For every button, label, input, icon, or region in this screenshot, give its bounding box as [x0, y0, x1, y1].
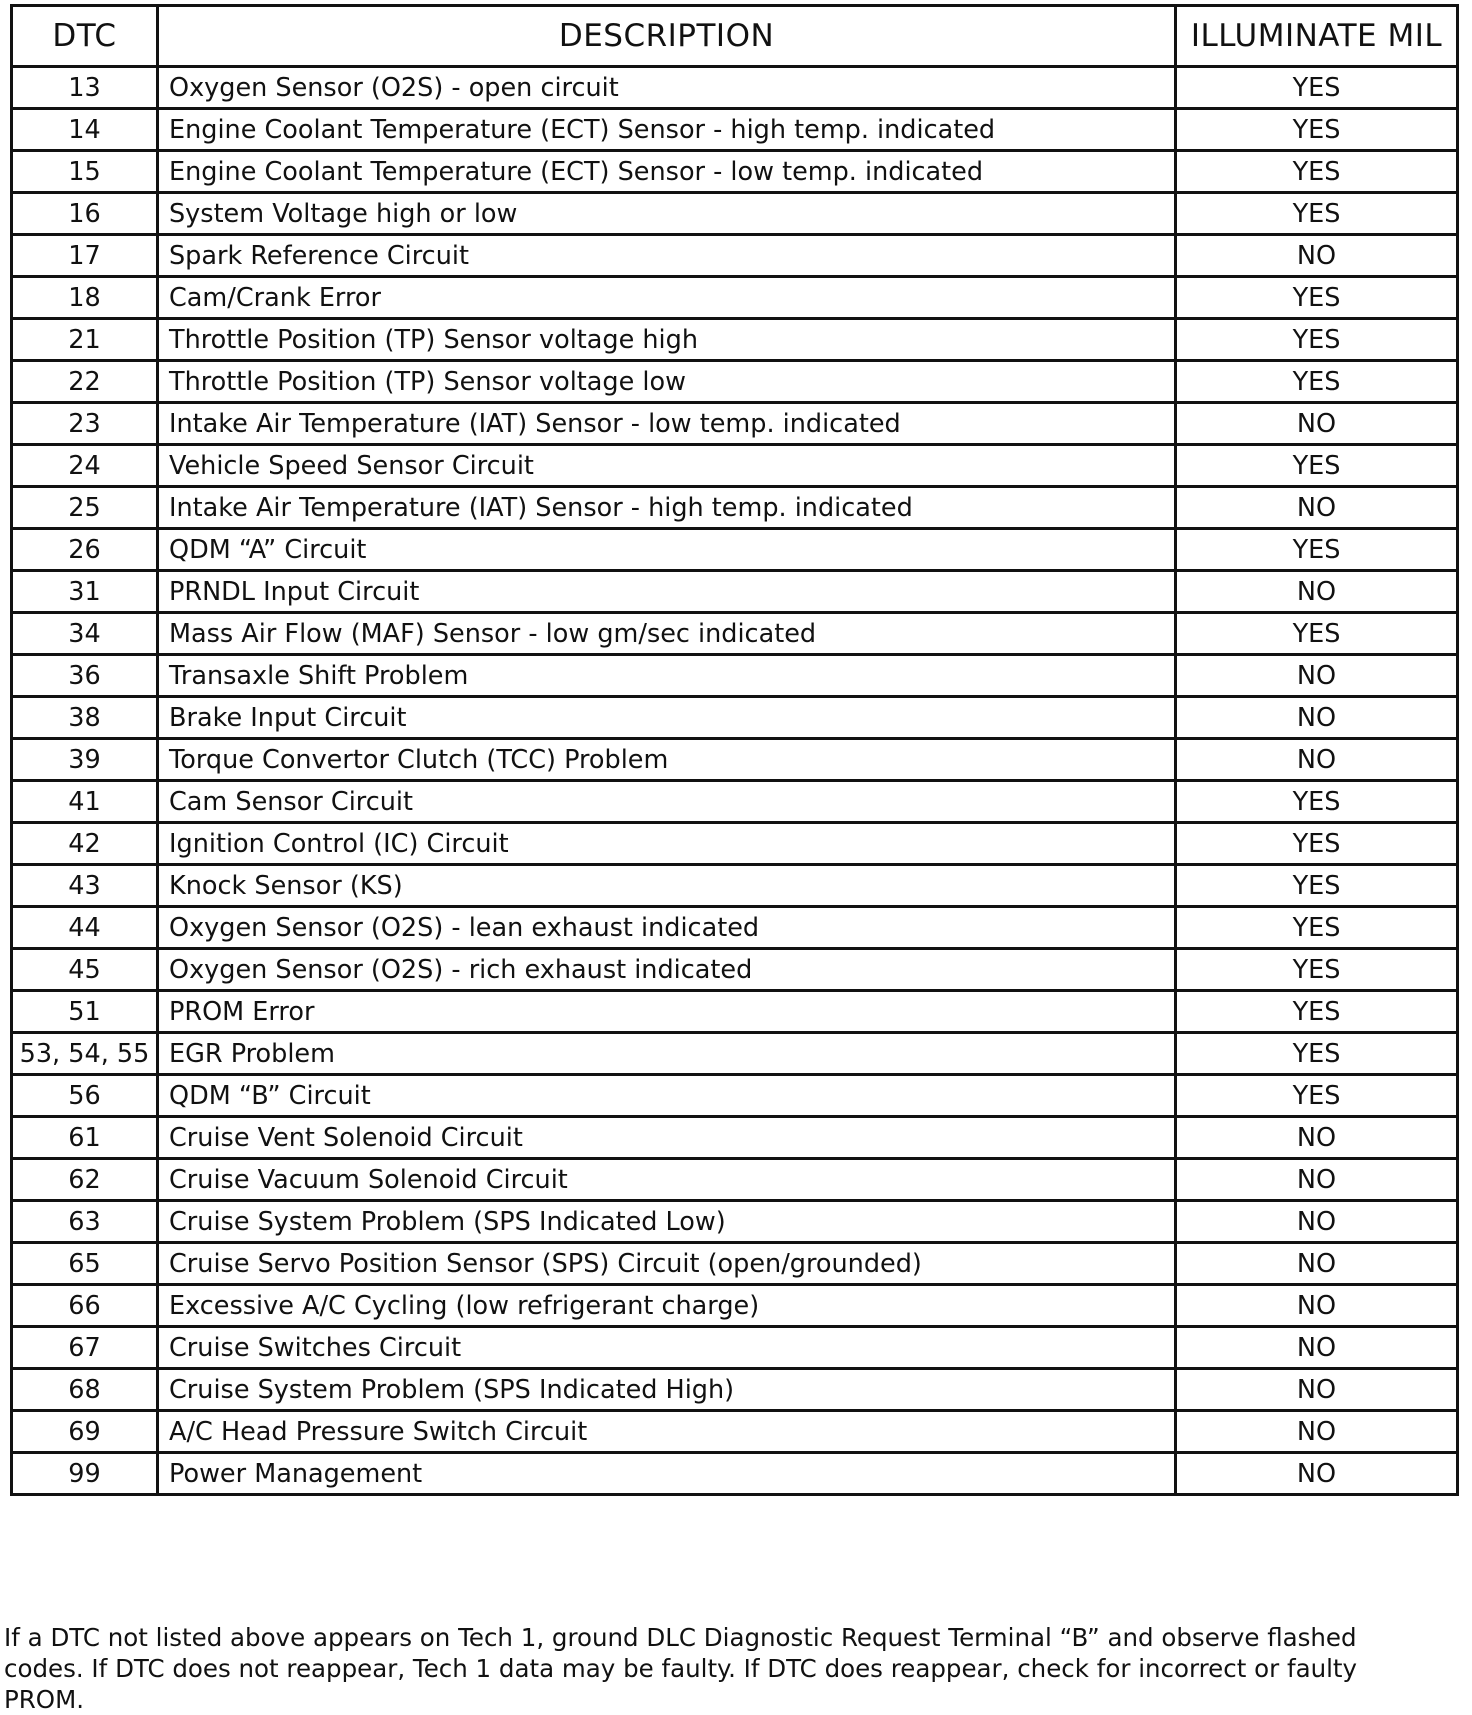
description-cell: Ignition Control (IC) Circuit — [158, 823, 1176, 865]
illuminate-mil-cell: NO — [1176, 1159, 1458, 1201]
table-row — [12, 781, 1458, 823]
dtc-code-cell: 61 — [12, 1117, 158, 1159]
dtc-code-cell: 31 — [12, 571, 158, 613]
footnote-line: PROM. — [4, 1685, 85, 1714]
table-row — [12, 1075, 1458, 1117]
dtc-code-cell: 56 — [12, 1075, 158, 1117]
illuminate-mil-cell: NO — [1176, 1411, 1458, 1453]
table-body — [12, 67, 1458, 1495]
table-row — [12, 109, 1458, 151]
dtc-code-cell: 63 — [12, 1201, 158, 1243]
dtc-code-cell: 62 — [12, 1159, 158, 1201]
table-row — [12, 1285, 1458, 1327]
illuminate-mil-cell: YES — [1176, 907, 1458, 949]
description-cell: Throttle Position (TP) Sensor voltage low — [158, 361, 1176, 403]
illuminate-mil-cell: NO — [1176, 487, 1458, 529]
description-cell: Spark Reference Circuit — [158, 235, 1176, 277]
description-cell: Knock Sensor (KS) — [158, 865, 1176, 907]
description-cell: Cruise Vent Solenoid Circuit — [158, 1117, 1176, 1159]
description-cell: Cruise Vacuum Solenoid Circuit — [158, 1159, 1176, 1201]
description-cell: Power Management — [158, 1453, 1176, 1495]
table-row — [12, 319, 1458, 361]
table-row — [12, 277, 1458, 319]
dtc-code-cell: 25 — [12, 487, 158, 529]
dtc-code-cell: 67 — [12, 1327, 158, 1369]
illuminate-mil-cell: YES — [1176, 67, 1458, 109]
illuminate-mil-cell: YES — [1176, 949, 1458, 991]
dtc-code-cell: 44 — [12, 907, 158, 949]
illuminate-mil-cell: YES — [1176, 613, 1458, 655]
description-cell: Cam Sensor Circuit — [158, 781, 1176, 823]
description-cell: QDM “A” Circuit — [158, 529, 1176, 571]
table-row — [12, 193, 1458, 235]
dtc-code-cell: 16 — [12, 193, 158, 235]
description-cell: System Voltage high or low — [158, 193, 1176, 235]
description-cell: Torque Convertor Clutch (TCC) Problem — [158, 739, 1176, 781]
description-cell: Cruise System Problem (SPS Indicated Low) — [158, 1201, 1176, 1243]
dtc-code-cell: 99 — [12, 1453, 158, 1495]
illuminate-mil-cell: NO — [1176, 1327, 1458, 1369]
illuminate-mil-cell: NO — [1176, 655, 1458, 697]
header-dtc: DTC — [12, 6, 158, 67]
dtc-code-cell: 38 — [12, 697, 158, 739]
dtc-code-cell: 65 — [12, 1243, 158, 1285]
table-row — [12, 529, 1458, 571]
dtc-code-cell: 18 — [12, 277, 158, 319]
illuminate-mil-cell: NO — [1176, 1201, 1458, 1243]
illuminate-mil-cell: NO — [1176, 571, 1458, 613]
illuminate-mil-cell: NO — [1176, 739, 1458, 781]
illuminate-mil-cell: YES — [1176, 1075, 1458, 1117]
description-cell: Cruise Switches Circuit — [158, 1327, 1176, 1369]
table-row — [12, 403, 1458, 445]
description-cell: Cruise Servo Position Sensor (SPS) Circuit (open/grounded) — [158, 1243, 1176, 1285]
illuminate-mil-cell: NO — [1176, 1285, 1458, 1327]
footnote-line: codes. If DTC does not reappear, Tech 1 data may be faulty. If DTC does reappear, check for incorrect or faulty — [4, 1654, 1358, 1683]
table-row — [12, 739, 1458, 781]
table-row — [12, 361, 1458, 403]
description-cell: Oxygen Sensor (O2S) - open circuit — [158, 67, 1176, 109]
dtc-code-cell: 53, 54, 55 — [12, 1033, 158, 1075]
description-cell: Oxygen Sensor (O2S) - lean exhaust indicated — [158, 907, 1176, 949]
dtc-code-cell: 36 — [12, 655, 158, 697]
table-row — [12, 67, 1458, 109]
footnote-line: If a DTC not listed above appears on Tech 1, ground DLC Diagnostic Request Terminal “B” and observe flashed — [4, 1623, 1357, 1652]
table-row — [12, 1159, 1458, 1201]
dtc-code-cell: 68 — [12, 1369, 158, 1411]
dtc-code-cell: 39 — [12, 739, 158, 781]
header-illuminate-mil: ILLUMINATE MIL — [1176, 6, 1458, 67]
table-row — [12, 1033, 1458, 1075]
illuminate-mil-cell: YES — [1176, 781, 1458, 823]
description-cell: Throttle Position (TP) Sensor voltage high — [158, 319, 1176, 361]
description-cell: A/C Head Pressure Switch Circuit — [158, 1411, 1176, 1453]
illuminate-mil-cell: YES — [1176, 1033, 1458, 1075]
table-row — [12, 655, 1458, 697]
table-row — [12, 907, 1458, 949]
illuminate-mil-cell: YES — [1176, 109, 1458, 151]
header-description: DESCRIPTION — [158, 6, 1176, 67]
illuminate-mil-cell: NO — [1176, 403, 1458, 445]
dtc-code-cell: 23 — [12, 403, 158, 445]
illuminate-mil-cell: YES — [1176, 529, 1458, 571]
description-cell: EGR Problem — [158, 1033, 1176, 1075]
illuminate-mil-cell: NO — [1176, 1453, 1458, 1495]
table-row — [12, 1327, 1458, 1369]
description-cell: Engine Coolant Temperature (ECT) Sensor - low temp. indicated — [158, 151, 1176, 193]
illuminate-mil-cell: YES — [1176, 193, 1458, 235]
illuminate-mil-cell: YES — [1176, 151, 1458, 193]
illuminate-mil-cell: NO — [1176, 1369, 1458, 1411]
dtc-code-cell: 24 — [12, 445, 158, 487]
table-row — [12, 1453, 1458, 1495]
description-cell: Brake Input Circuit — [158, 697, 1176, 739]
description-cell: PRNDL Input Circuit — [158, 571, 1176, 613]
dtc-code-cell: 15 — [12, 151, 158, 193]
dtc-code-cell: 69 — [12, 1411, 158, 1453]
table-row — [12, 865, 1458, 907]
dtc-code-cell: 45 — [12, 949, 158, 991]
table-row — [12, 823, 1458, 865]
table-row — [12, 1243, 1458, 1285]
table-row — [12, 235, 1458, 277]
dtc-code-cell: 21 — [12, 319, 158, 361]
description-cell: Cruise System Problem (SPS Indicated High) — [158, 1369, 1176, 1411]
dtc-code-cell: 41 — [12, 781, 158, 823]
dtc-code-cell: 51 — [12, 991, 158, 1033]
description-cell: QDM “B” Circuit — [158, 1075, 1176, 1117]
dtc-code-cell: 26 — [12, 529, 158, 571]
description-cell: Mass Air Flow (MAF) Sensor - low gm/sec indicated — [158, 613, 1176, 655]
description-cell: Oxygen Sensor (O2S) - rich exhaust indicated — [158, 949, 1176, 991]
dtc-code-cell: 13 — [12, 67, 158, 109]
dtc-code-cell: 66 — [12, 1285, 158, 1327]
table-row — [12, 697, 1458, 739]
illuminate-mil-cell: YES — [1176, 823, 1458, 865]
description-cell: Transaxle Shift Problem — [158, 655, 1176, 697]
dtc-code-cell: 17 — [12, 235, 158, 277]
illuminate-mil-cell: NO — [1176, 697, 1458, 739]
description-cell: PROM Error — [158, 991, 1176, 1033]
dtc-code-cell: 34 — [12, 613, 158, 655]
dtc-code-cell: 43 — [12, 865, 158, 907]
table-row — [12, 949, 1458, 991]
table-row — [12, 487, 1458, 529]
description-cell: Vehicle Speed Sensor Circuit — [158, 445, 1176, 487]
illuminate-mil-cell: YES — [1176, 319, 1458, 361]
dtc-code-cell: 22 — [12, 361, 158, 403]
illuminate-mil-cell: YES — [1176, 865, 1458, 907]
illuminate-mil-cell: NO — [1176, 235, 1458, 277]
illuminate-mil-cell: YES — [1176, 445, 1458, 487]
table-row — [12, 991, 1458, 1033]
table-row — [12, 1411, 1458, 1453]
illuminate-mil-cell: YES — [1176, 991, 1458, 1033]
description-cell: Engine Coolant Temperature (ECT) Sensor - high temp. indicated — [158, 109, 1176, 151]
illuminate-mil-cell: YES — [1176, 361, 1458, 403]
description-cell: Intake Air Temperature (IAT) Sensor - high temp. indicated — [158, 487, 1176, 529]
table-row — [12, 571, 1458, 613]
dtc-code-cell: 14 — [12, 109, 158, 151]
table-row — [12, 445, 1458, 487]
footnote — [4, 1622, 1444, 1715]
description-cell: Intake Air Temperature (IAT) Sensor - low temp. indicated — [158, 403, 1176, 445]
table-header-row — [12, 6, 1458, 67]
description-cell: Excessive A/C Cycling (low refrigerant charge) — [158, 1285, 1176, 1327]
table-row — [12, 1117, 1458, 1159]
illuminate-mil-cell: NO — [1176, 1117, 1458, 1159]
dtc-table — [10, 4, 1459, 1496]
table-row — [12, 1369, 1458, 1411]
illuminate-mil-cell: NO — [1176, 1243, 1458, 1285]
table-row — [12, 1201, 1458, 1243]
illuminate-mil-cell: YES — [1176, 277, 1458, 319]
table-row — [12, 613, 1458, 655]
dtc-code-cell: 42 — [12, 823, 158, 865]
description-cell: Cam/Crank Error — [158, 277, 1176, 319]
table-row — [12, 151, 1458, 193]
